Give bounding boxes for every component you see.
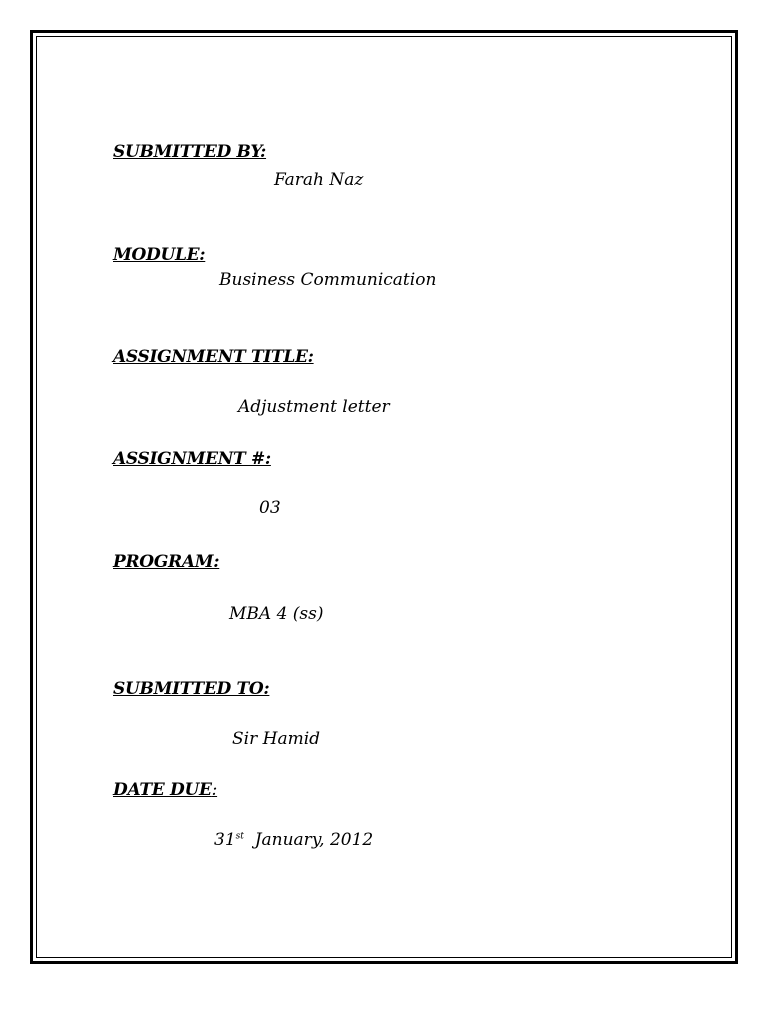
- date-due-day: 31: [214, 830, 236, 850]
- assignment-title-label: ASSIGNMENT TITLE:: [113, 347, 314, 367]
- date-due-label-text: DATE DUE: [113, 780, 212, 800]
- submitted-to-label: SUBMITTED TO:: [113, 679, 270, 699]
- submitted-by-value: Farah Naz: [274, 170, 364, 190]
- date-due-value: [214, 830, 373, 850]
- assignment-title-value: Adjustment letter: [238, 397, 390, 417]
- assignment-number-value: 03: [259, 498, 281, 518]
- date-due-month-year: January, 2012: [254, 830, 374, 850]
- date-due-label: [113, 780, 217, 800]
- module-label: MODULE:: [113, 245, 206, 265]
- assignment-number-label: ASSIGNMENT #:: [113, 449, 271, 469]
- program-label: PROGRAM:: [113, 552, 220, 572]
- submitted-to-value: Sir Hamid: [232, 729, 321, 749]
- submitted-by-label: SUBMITTED BY:: [113, 142, 267, 162]
- date-due-label-colon: :: [211, 780, 218, 800]
- program-value: MBA 4 (ss): [229, 604, 324, 624]
- page-border-inner: [36, 36, 732, 958]
- date-due-day-suffix: st: [235, 831, 244, 842]
- module-value: Business Communication: [219, 270, 437, 290]
